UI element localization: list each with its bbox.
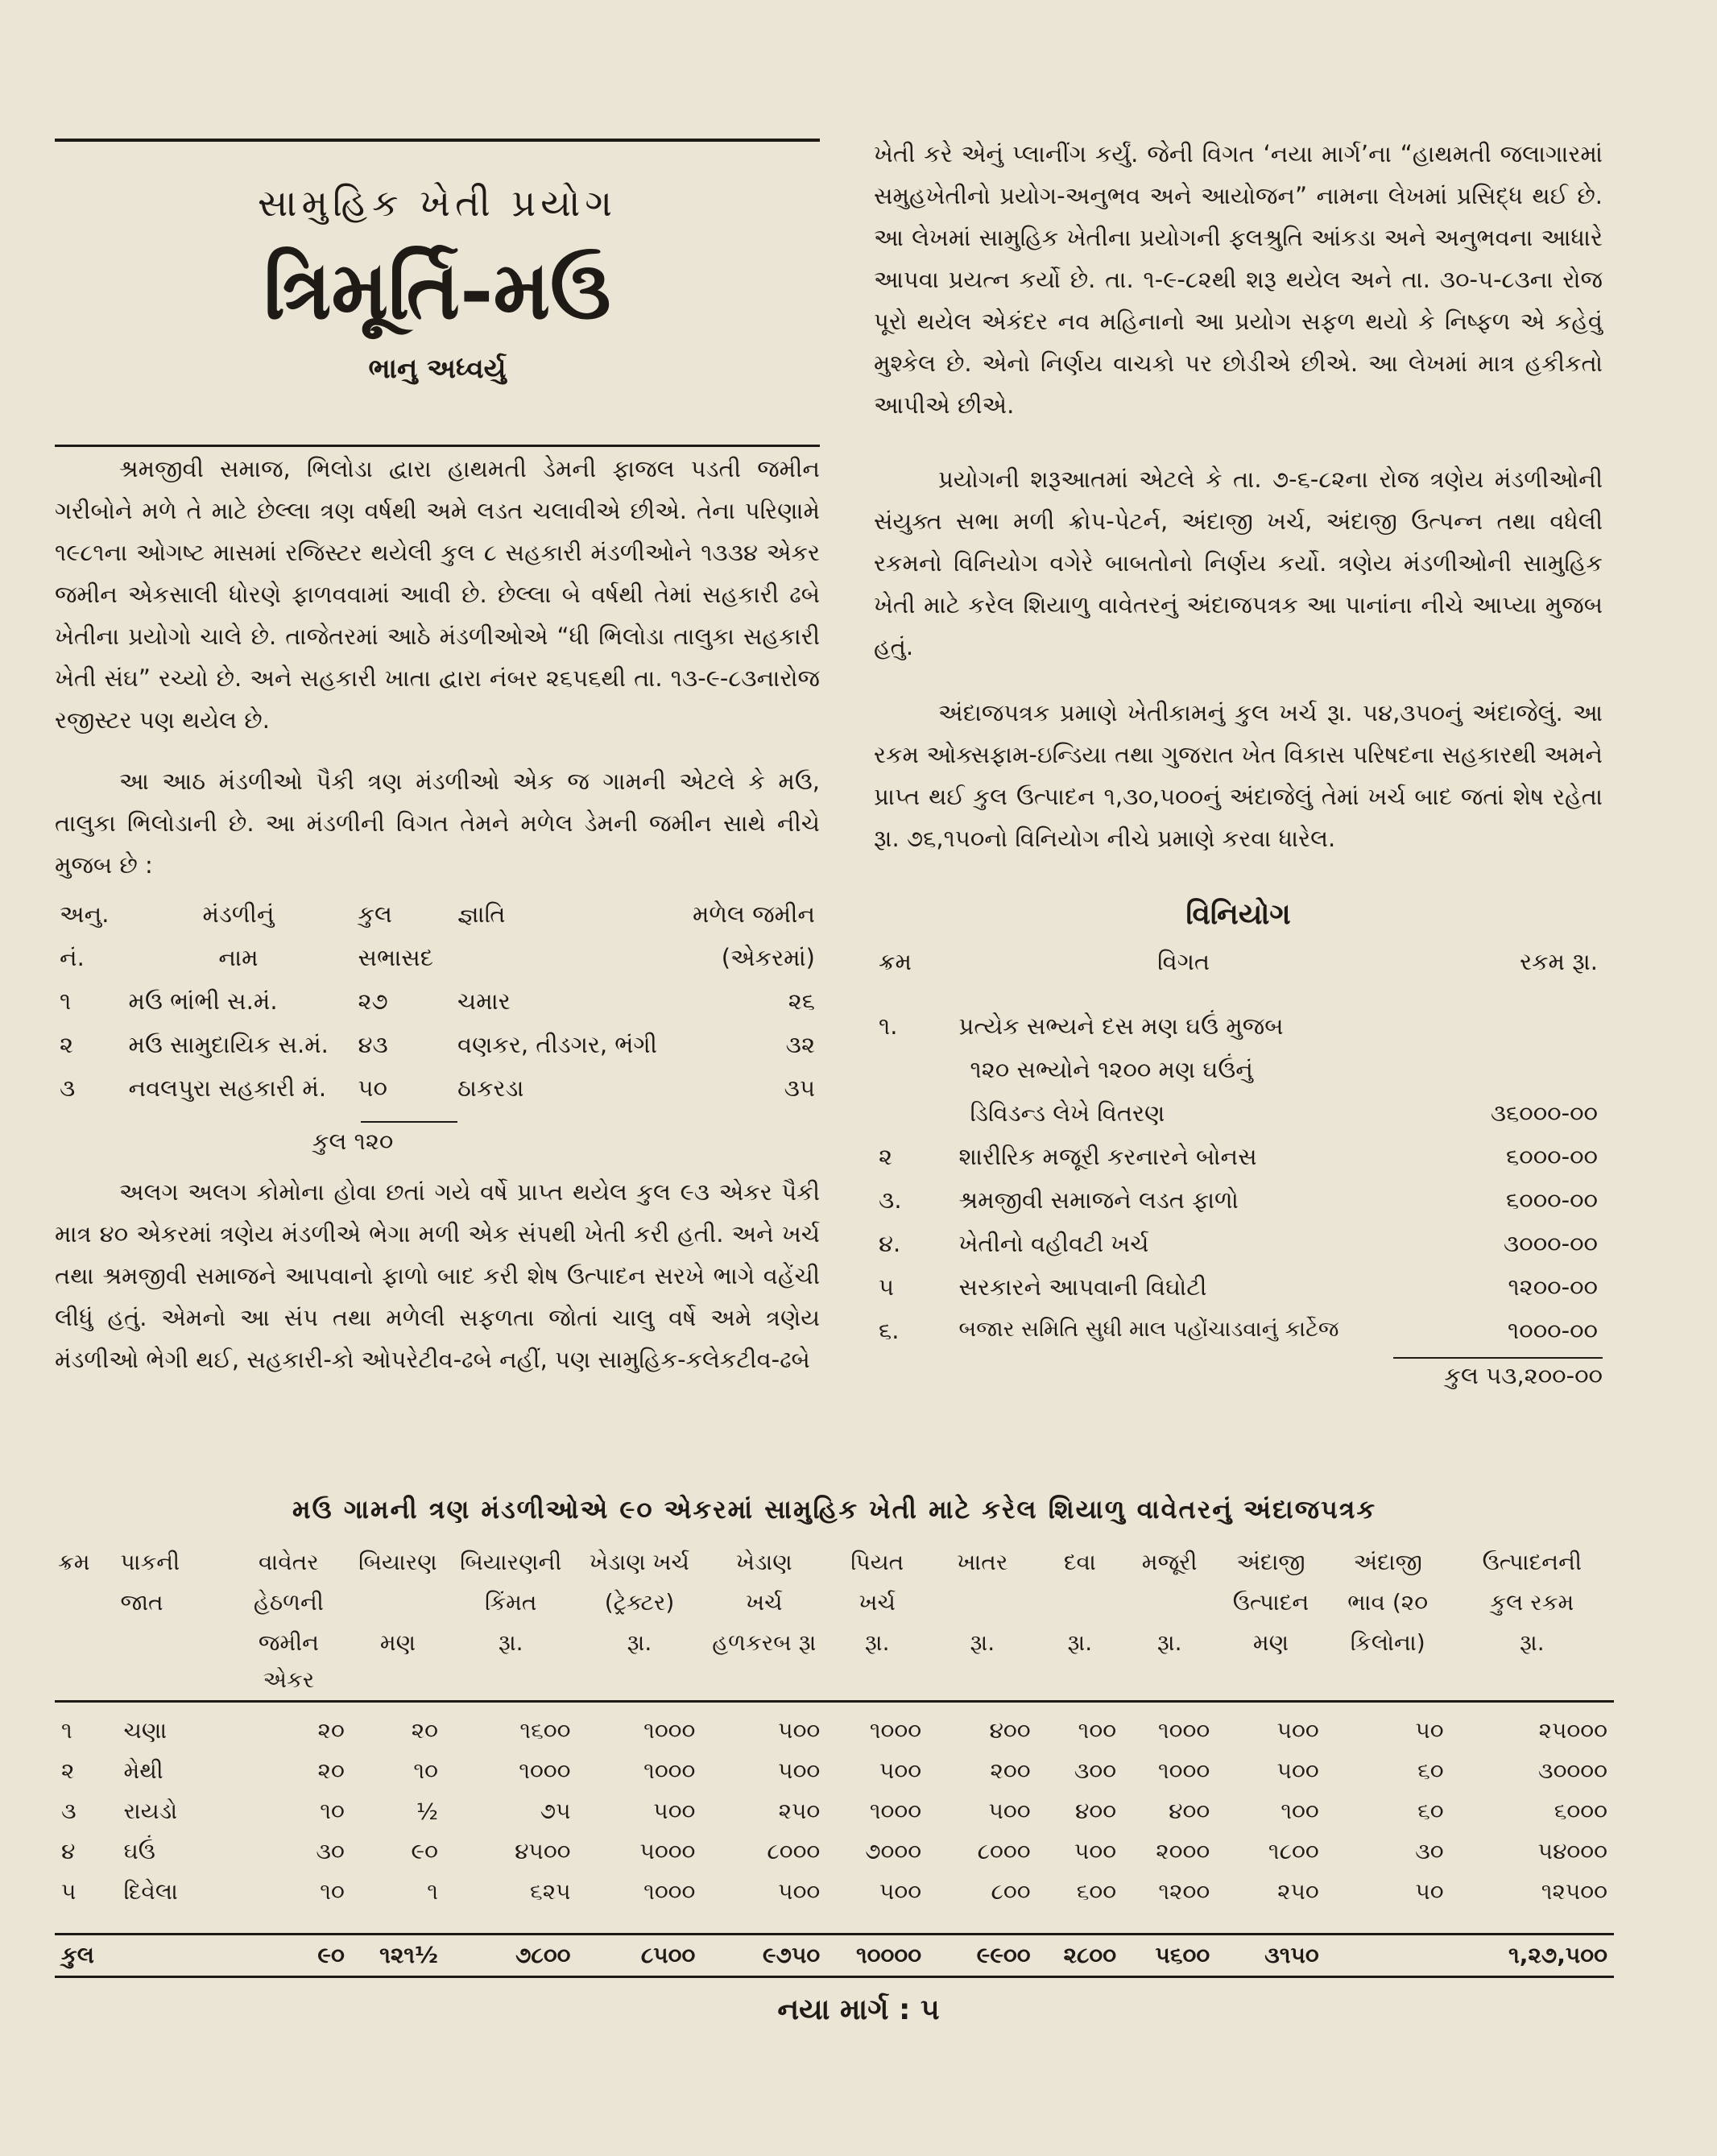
header-cell: કિંમત <box>485 1589 537 1616</box>
allocation-table <box>874 945 1603 1357</box>
total-cell <box>117 1935 226 1977</box>
cell: ૧૦ <box>413 1757 438 1784</box>
cell: ૨૦ <box>317 1757 345 1784</box>
header-cell: અંદાજી <box>1353 1549 1422 1575</box>
total-cell: કુલ <box>55 1935 117 1977</box>
header-cell: જાત <box>120 1589 163 1616</box>
header-cell: અંદાજી <box>1236 1549 1305 1575</box>
header-cell: ઉત્પાદન <box>1232 1589 1309 1616</box>
crop-budget-table <box>55 1542 1614 1978</box>
cell: ૧૦૦૦ <box>1157 1717 1210 1744</box>
header-cell: ખાતર <box>957 1549 1008 1575</box>
cell: ૧. <box>879 1012 898 1040</box>
table-header-row <box>55 1583 1614 1623</box>
cell: ૩૦૦૦૦ <box>1537 1757 1607 1784</box>
cell: શ્રમજીવી સમાજને લડત ફાળો <box>958 1186 1239 1214</box>
cell: ૨૫૦ <box>1277 1878 1319 1905</box>
cell: ૫૦ <box>358 1074 388 1102</box>
table-header-row <box>55 897 820 941</box>
header-cell: (એકરમાં) <box>721 944 815 971</box>
crop-budget-table-wrap <box>55 1542 1614 1978</box>
amount-cell: ૩૬૦૦૦-૦૦ <box>1490 1099 1598 1127</box>
cell: ૨૫૦૦૦ <box>1538 1717 1607 1744</box>
cell: મઉ સામુદાયિક સ.મં. <box>128 1031 329 1058</box>
header-cell <box>351 1583 445 1623</box>
header-cell <box>1123 1583 1216 1623</box>
cell: ડિવિડન્ડ લેખે વિતરણ <box>970 1099 1165 1127</box>
amount-cell: ૬૦૦૦-૦૦ <box>1506 1186 1598 1214</box>
cell: ૫૦૦ <box>988 1798 1031 1824</box>
crop-table-body <box>55 1702 1614 1977</box>
cell: ૯૦ <box>411 1838 438 1864</box>
header-cell: રકમ રૂા. <box>1520 948 1598 975</box>
header-cell: ક્રમ <box>58 1549 90 1575</box>
amount-cell: ૬૦૦૦-૦૦ <box>1506 1143 1598 1170</box>
cell: ૬૦૦૦ <box>1554 1798 1607 1824</box>
cell: ૫૦૦ <box>778 1757 821 1784</box>
cell: ૭૫ <box>540 1798 571 1824</box>
cell: ખેતીનો વહીવટી ખર્ચ <box>958 1230 1149 1257</box>
header-cell: કુલ <box>358 900 392 928</box>
header-cell: પિયત <box>850 1549 904 1575</box>
header-cell: બિયારણની <box>460 1549 562 1575</box>
header-cell: કિલોના) <box>1326 1623 1450 1702</box>
table-row <box>55 984 820 1028</box>
cell: ૫ <box>879 1273 895 1301</box>
cell: ચમાર <box>457 987 511 1015</box>
header-cell: નં. <box>60 944 85 971</box>
header-cell: (ટ્રેક્ટર) <box>604 1589 675 1616</box>
cell: ૧૨૦૦ <box>1158 1878 1210 1905</box>
cell: ૪૩ <box>358 1031 388 1058</box>
cell: ૮૦૦૦ <box>977 1838 1031 1864</box>
header-cell: વાવેતર <box>258 1549 319 1575</box>
crop-table-title: મઉ ગામની ત્રણ મંડળીઓએ ૯૦ એકરમાં સામુહિક ખેતી માટે કરેલ શિયાળુ વાવેતરનું અંદાજપત્રક <box>292 1494 1377 1525</box>
header-cell: અનુ. <box>60 900 110 928</box>
header-cell <box>928 1583 1037 1623</box>
cell: ૨૦ <box>411 1717 438 1744</box>
cell: ૩૦ <box>1415 1838 1444 1864</box>
cell: ૨ <box>879 1143 893 1170</box>
total-cell: ૮૫૦૦ <box>577 1935 702 1977</box>
header-cell: રૂા. <box>928 1623 1037 1702</box>
cell: બજાર સમિતિ સુધી માલ પહોંચાડવાનું કાર્ટેજ <box>958 1317 1339 1342</box>
cell: ચણા <box>123 1717 168 1744</box>
cell: ૧ <box>60 987 72 1015</box>
header-cell: કુલ રકમ <box>1490 1589 1574 1616</box>
left-column <box>55 137 820 1380</box>
cell: ૪૫૦૦ <box>515 1838 571 1864</box>
cell: ૬૦ <box>1417 1757 1444 1784</box>
cell: પ્રત્યેક સભ્યને દસ મણ ઘઉં મુજબ <box>958 1012 1284 1040</box>
header-cell: રૂા. <box>1450 1623 1614 1702</box>
mandali-total: કુલ ૧૨૦ <box>312 1128 394 1155</box>
paragraph-mandali-intro: આ આઠ મંડળીઓ પૈકી ત્રણ મંડળીઓ એક જ ગામની એટલે કે મઉ, તાલુકા ભિલોડાની છે. આ મંડળીની વિગત તેમને મળેલ ડેમની જમીન સાથે નીચે મુજબ છે : <box>55 768 820 879</box>
total-cell: ૧૦૦૦૦ <box>826 1935 928 1977</box>
cell: ૪૦૦ <box>989 1717 1031 1744</box>
paragraph-budget: અંદાજપત્રક પ્રમાણે ખેતીકામનું કુલ ખર્ચ રૂા. ૫૪,૩૫૦નું અંદાજેલું. આ રકમ ઓક્સફામ-ઇન્ડિયા તથા ગુજરાત ખેત વિકાસ પરિષદના સહકારથી અમને પ્રાપ્ત થઈ કુલ ઉત્પાદન ૧,૩૦,૫૦૦નું અંદાજેલું તેમાં ખર્ચ બાદ જતાં શેષ રહેતા રૂા. ૭૬,૧૫૦નો વિનિયોગ નીચે પ્રમાણે કરવા ધારેલ. <box>874 699 1603 852</box>
table-header-row <box>55 1623 1614 1702</box>
author-name: ભાનુ અધ્વર્યુ <box>368 353 507 385</box>
header-cell <box>55 1583 117 1623</box>
page-footer: નયા માર્ગ : ૫ <box>777 1993 940 2026</box>
cell: ૮૦૦ <box>991 1878 1031 1905</box>
paragraph-intro: શ્રમજીવી સમાજ, ભિલોડા દ્વારા હાથમતી ડેમની ફાજલ પડતી જમીન ગરીબોને મળે તે માટે છેલ્લા ત્રણ વર્ષથી અમે લડત ચલાવીએ છીએ. તેના પરિણામે ૧૯૮૧ના ઓગષ્ટ માસમાં રજિસ્ટર થયેલી કુલ ૮ સહકારી મંડળીઓને ૧૩૩૪ એકર જમીન એકસાલી ધોરણે ફાળવવામાં આવી છે. છેલ્લા બે વર્ષથી તેમાં સહકારી ઢબે ખેતીના પ્રયોગો ચાલે છે. તાજેતરમાં આઠે મંડળીઓએ “ધી ભિલોડા તાલુકા સહકારી ખેતી સંઘ” રચ્યો છે. અને સહકારી ખાતા દ્વારા નંબર ૨૬૫૬થી તા. ૧૩-૯-૮૩નારોજ રજીસ્ટર પણ થયેલ છે. <box>55 455 820 734</box>
total-divider <box>361 1121 457 1123</box>
cell: ૨૦ <box>317 1717 345 1744</box>
cell: ૫૦ <box>1415 1878 1444 1905</box>
cell: રાયડો <box>123 1798 178 1824</box>
cell: ૬૨૫ <box>530 1878 571 1905</box>
section-title: સામુહિક ખેતી પ્રયોગ <box>258 181 617 225</box>
cell: ૭૦૦૦ <box>865 1838 922 1864</box>
table-row <box>55 1028 820 1071</box>
header-cell <box>453 941 682 984</box>
header-cell: મણ <box>351 1623 445 1702</box>
allocation-total: કુલ ૫૩,૨૦૦-૦૦ <box>1393 1357 1603 1390</box>
header-cell: જ્ઞાતિ <box>457 900 506 928</box>
table-row <box>55 1831 1614 1872</box>
cell: ૪ <box>61 1838 76 1864</box>
cell: ૬. <box>879 1317 900 1344</box>
total-cell: ૯૦ <box>226 1935 351 1977</box>
cell: ૮૦૦૦ <box>767 1838 821 1864</box>
cell: ૫૦૦૦ <box>639 1838 696 1864</box>
cell: ૧૬૦૦ <box>519 1717 571 1744</box>
cell: ૧૦૦૦ <box>869 1717 922 1744</box>
cell: ૧૦૦ <box>1078 1717 1117 1744</box>
table-row <box>55 1751 1614 1791</box>
header-cell: રૂા. <box>577 1623 702 1702</box>
table-row <box>55 1791 1614 1831</box>
cell: ૧૦૦૦ <box>643 1717 696 1744</box>
cell: ૫૦૦ <box>778 1878 821 1905</box>
table-row <box>874 1314 1603 1357</box>
cell: ½ <box>416 1798 438 1825</box>
total-cell: ૯૭૫૦ <box>701 1935 826 1977</box>
cell: ૨૫૦ <box>778 1798 821 1824</box>
cell: ૧૨૫૦૦ <box>1541 1878 1607 1905</box>
header-cell <box>55 1623 117 1702</box>
header-cell: સભાસદ <box>358 944 433 971</box>
cell: વણકર, તીડગર, ભંગી <box>457 1031 657 1058</box>
cell: નવલપુરા સહકારી મં. <box>128 1074 327 1102</box>
total-cell: ૯૯૦૦ <box>928 1935 1037 1977</box>
cell: ૫૦૦ <box>778 1717 821 1744</box>
paragraph-collective: અલગ અલગ કોમોના હોવા છતાં ગયે વર્ષે પ્રાપ્ત થયેલ કુલ ૯૩ એકર પૈકી માત્ર ૪૦ એકરમાં ત્રણેય મંડળીએ ભેગા મળી એક સંપથી ખેતી કરી હતી. અને ખર્ચ તથા શ્રમજીવી સમાજને આપવાનો ફાળો બાદ કરી શેષ ઉત્પાદન સરખે ભાગે વહેંચી લીધું હતું. એમનો આ સંપ તથા મળેલી સફળતા જોતાં ચાલુ વર્ષે અમે ત્રણેય મંડળીઓ ભેગી થઈ, સહકારી-કો ઓપરેટીવ-ઢબે નહીં, પણ સામુહિક-કલેકટીવ-ઢબે <box>55 1178 820 1373</box>
cell: શારીરિક મજૂરી કરનારને બોનસ <box>958 1143 1257 1170</box>
cell: ૧૦૦ <box>1281 1798 1319 1824</box>
amount-cell: ૧૦૦૦-૦૦ <box>1508 1317 1598 1344</box>
cell: ૩૦૦ <box>1074 1757 1117 1784</box>
right-column <box>874 133 1603 1390</box>
header-cell: ખેડાણ <box>736 1549 792 1575</box>
cell: ૪૦૦ <box>1075 1798 1117 1824</box>
total-cell: ૨૮૦૦ <box>1037 1935 1123 1977</box>
cell: ૫૦૦ <box>879 1757 922 1784</box>
cell: સરકારને આપવાની વિઘોટી <box>958 1273 1207 1301</box>
allocation-heading: વિનિયોગ <box>1185 898 1291 931</box>
cell: ૨૭ <box>358 987 388 1015</box>
header-cell: વિગત <box>1157 948 1210 975</box>
header-cell: મણ <box>1216 1623 1326 1702</box>
cell: ૨ <box>61 1757 75 1784</box>
cell: ૪. <box>879 1230 901 1257</box>
cell: ૧૦૦૦ <box>1157 1757 1210 1784</box>
cell: ઠાકરડા <box>457 1074 524 1102</box>
cell: ૧૦ <box>320 1798 345 1824</box>
header-cell: રૂા. <box>826 1623 928 1702</box>
cell: ૨૦૦૦ <box>1156 1838 1210 1864</box>
header-cell: મંડળીનું <box>202 900 275 928</box>
cell: ૪૦૦ <box>1169 1798 1210 1824</box>
mandali-table <box>55 897 820 1115</box>
table-header-row <box>55 1542 1614 1583</box>
cell: ૫૦૦ <box>1276 1717 1319 1744</box>
total-cell: ૩૧૫૦ <box>1216 1935 1326 1977</box>
total-cell: ૧,૨૭,૫૦૦ <box>1450 1935 1614 1977</box>
table-row <box>55 1872 1614 1912</box>
table-row <box>55 1071 820 1115</box>
cell: ૫૦૦ <box>879 1878 922 1905</box>
table-row <box>874 1096 1603 1140</box>
amount-cell: ૧૨૦૦-૦૦ <box>1508 1273 1598 1301</box>
total-cell <box>1326 1935 1450 1977</box>
header-cell: ઉત્પાદનની <box>1482 1549 1582 1575</box>
cell: ૧૦૦૦ <box>643 1757 696 1784</box>
cell: ૫૪૦૦૦ <box>1537 1838 1607 1864</box>
cell: ૫૦ <box>1415 1717 1444 1744</box>
cell: ૧૦૦૦ <box>643 1878 696 1905</box>
cell: ૧૦૦૦ <box>869 1798 922 1824</box>
header-cell: મળેલ જમીન <box>692 900 815 928</box>
cell: ઘઉં <box>123 1838 155 1864</box>
table-row <box>874 1183 1603 1227</box>
cell: ૨૬ <box>788 987 815 1015</box>
total-row <box>55 1935 1614 1977</box>
paragraph-planning: ખેતી કરે એનું પ્લાનીંગ કર્યું. જેની વિગત ‘નયા માર્ગ’ના “હાથમતી જલાગારમાં સમુહખેતીનો પ્રયોગ-અનુભવ અને આયોજન” નામના લેખમાં પ્રસિદ્ધ થઈ છે. આ લેખમાં સામુહિક ખેતીના પ્રયોગની ફલશ્રુતિ આંકડા અને અનુભવના આધારે આપવા પ્રયત્ન કર્યો છે. તા. ૧-૯-૮૨થી શરૂ થયેલ અને તા. ૩૦-૫-૮૩ના રોજ પૂરો થયેલ એકંદર નવ મહિનાનો આ પ્રયોગ સફળ થયો કે નિષ્ફળ એ કહેવું મુશ્કેલ છે. એનો નિર્ણય વાચકો પર છોડીએ છીએ. આ લેખમાં માત્ર હકીકતો આપીએ છીએ. <box>874 140 1603 419</box>
cell: મેથી <box>123 1757 163 1784</box>
total-cell: ૭૮૦૦ <box>445 1935 577 1977</box>
cell: ૩૫ <box>784 1074 815 1102</box>
table-row <box>874 1053 1603 1096</box>
cell: ૩. <box>879 1186 902 1214</box>
cell: મઉ ભાંભી સ.મં. <box>128 987 278 1015</box>
cell: ૧૦૦૦ <box>519 1757 571 1784</box>
cell: ૬૦ <box>1417 1798 1444 1824</box>
header-cell: મજૂરી <box>1141 1549 1198 1575</box>
article-title: ત્રિમૂર્તિ-મઉ <box>263 242 611 337</box>
cell: ૨ <box>60 1031 74 1058</box>
header-cell: બિયારણ <box>358 1549 437 1575</box>
header-cell: ક્રમ <box>879 948 912 975</box>
cell: ૨૦૦ <box>990 1757 1031 1784</box>
cell: ૧ <box>61 1717 72 1744</box>
cell: ૩ <box>60 1074 76 1102</box>
table-header-row <box>874 945 1603 988</box>
cell: ૫૦૦ <box>653 1798 696 1824</box>
table-row <box>55 1702 1614 1752</box>
header-cell: હેઠળની <box>253 1589 324 1616</box>
header-cell: ખર્ચ <box>858 1589 896 1616</box>
table-row <box>874 1270 1603 1314</box>
header-cell: હળકરબ રૂા <box>701 1623 826 1702</box>
cell: ૩૦ <box>316 1838 345 1864</box>
cell: ૩૨ <box>785 1031 815 1058</box>
cell: ૫ <box>61 1878 77 1905</box>
header-cell: રૂા. <box>1123 1623 1216 1702</box>
cell: ૬૦૦ <box>1076 1878 1117 1905</box>
total-cell: ૧૨૧½ <box>351 1935 445 1977</box>
total-cell: ૫૬૦૦ <box>1123 1935 1216 1977</box>
header-cell: નામ <box>218 944 259 971</box>
amount-cell: ૩૦૦૦-૦૦ <box>1503 1230 1598 1257</box>
cell: ૫૦૦ <box>1276 1757 1319 1784</box>
header-cell: દવા <box>1063 1549 1096 1575</box>
table-row <box>874 1009 1603 1053</box>
header-cell <box>117 1623 226 1702</box>
cell: ૧૦ <box>320 1878 345 1905</box>
table-row <box>874 1227 1603 1270</box>
table-row <box>874 1140 1603 1183</box>
header-cell: પાકની <box>120 1549 180 1575</box>
cell: ૧૨૦ સભ્યોને ૧૨૦૦ મણ ઘઉંનું <box>970 1056 1253 1083</box>
header-cell: રૂા. <box>445 1623 577 1702</box>
header-cell: જમીન એકર <box>226 1623 351 1702</box>
cell: દિવેલા <box>123 1878 178 1905</box>
paragraph-meeting: પ્રયોગની શરૂઆતમાં એટલે કે તા. ૭-૬-૮૨ના રોજ ત્રણેય મંડળીઓની સંયુક્ત સભા મળી ક્રોપ-પેટર્ન, અંદાજી ખર્ચ, અંદાજી ઉત્પન્ન તથા વધેલી રકમનો વિનિયોગ વગેરે બાબતોનો નિર્ણય કર્યો. ત્રણેય મંડળીઓની સામુહિક ખેતી માટે કરેલ શિયાળુ વાવેતરનું અંદાજપત્રક આ પાનાંના નીચે આપ્યા મુજબ હતું. <box>874 466 1603 660</box>
cell: ૧૮૦૦ <box>1268 1838 1319 1864</box>
cell: ૩ <box>61 1798 77 1824</box>
header-cell: ભાવ (૨૦ <box>1347 1589 1429 1616</box>
cell: ૧ <box>427 1878 438 1905</box>
table-header-row <box>55 941 820 984</box>
header-cell: ખેડાણ ખર્ચ <box>589 1549 689 1575</box>
cell: ૫૦૦ <box>1074 1838 1117 1864</box>
header-cell <box>1037 1583 1123 1623</box>
header-cell: રૂા. <box>1037 1623 1123 1702</box>
header-cell: ખર્ચ <box>746 1589 783 1616</box>
